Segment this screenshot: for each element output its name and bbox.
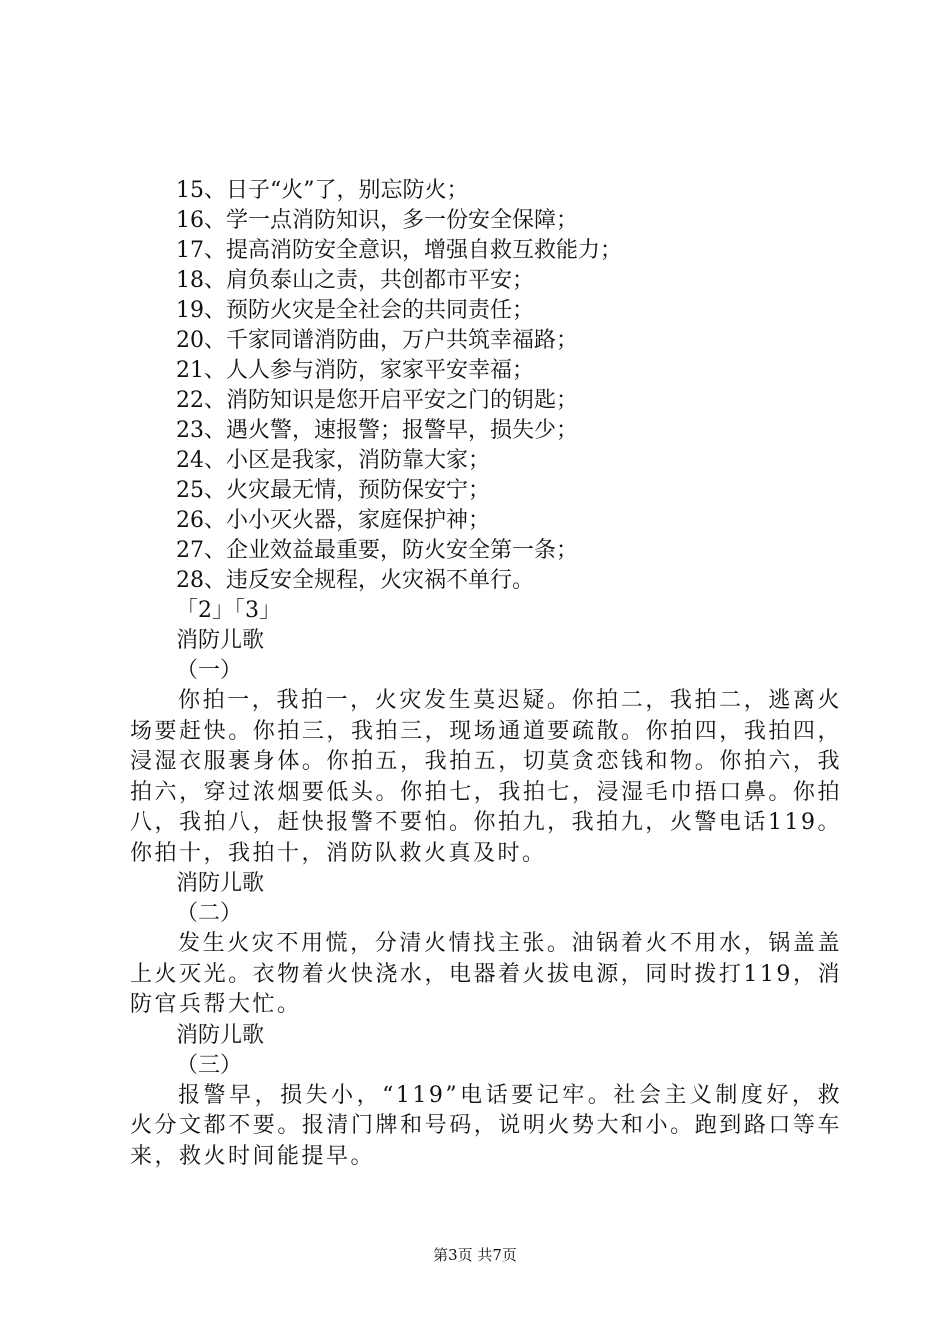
song-body: 发生火灾不用慌，分清火情找主张。油锅着火不用水，锅盖盖上火灭光。衣物着火快浇水，电器着火拔电源，同时拨打119，消防官兵帮大忙。 <box>130 931 842 1017</box>
slogan-line: 18、肩负泰山之责，共创都市平安； <box>176 268 534 293</box>
slogan-line: 17、提高消防安全意识，增强自救互救能力； <box>176 238 622 263</box>
slogan-line: 25、火灾最无情，预防保安宁； <box>176 478 490 503</box>
page-content <box>130 176 842 1172</box>
slogan-line: 28、违反安全规程，火灾祸不单行。 <box>176 568 534 593</box>
slogan-line: 16、学一点消防知识，多一份安全保障； <box>176 208 578 233</box>
song-title: 消防儿歌 <box>176 1022 265 1048</box>
slogan-line: 26、小小灭火器，家庭保护神； <box>176 508 490 533</box>
slogan-line: 22、消防知识是您开启平安之门的钥匙； <box>176 388 578 413</box>
slogan-line: 21、人人参与消防，家家平安幸福； <box>176 358 534 383</box>
slogan-line: 27、企业效益最重要，防火安全第一条； <box>176 538 578 563</box>
slogan-line: 19、预防火灾是全社会的共同责任； <box>176 298 534 323</box>
slogan-line: 15、日子“火”了，别忘防火； <box>176 178 469 203</box>
slogan-line: 24、小区是我家，消防靠大家； <box>176 448 490 473</box>
song-body: 报警早，损失小，“119”电话要记牢。社会主义制度好，救火分文都不要。报清门牌和号码，说明火势大和小。跑到路口等车来，救火时间能提早。 <box>130 1082 842 1169</box>
page-number-footer: 第3页 共7页 <box>433 1246 517 1264</box>
slogan-line: 20、千家同谱消防曲，万户共筑幸福路； <box>176 328 578 353</box>
song-title: 消防儿歌 <box>176 871 265 896</box>
reference-marks: 「2」「3」 <box>176 598 281 623</box>
slogan-line: 23、遇火警，速报警；报警早，损失少； <box>176 418 578 443</box>
song-title: 消防儿歌 <box>176 628 265 653</box>
song-number: （三） <box>176 1052 243 1078</box>
song-body: 你拍一，我拍一，火灾发生莫迟疑。你拍二，我拍二，逃离火场要赶快。你拍三，我拍三，现场通道要疏散。你拍四，我拍四，浸湿衣服裹身体。你拍五，我拍五，切莫贪恋钱和物。你拍六，我拍六，穿过浓烟要低头。你拍七，我拍七，浸湿毛巾捂口鼻。你拍八，我拍八，赶快报警不要怕。你拍九，我拍九，火警电话119。你拍十，我拍十，消防队救火真及时。 <box>130 688 842 866</box>
song-number: （二） <box>176 901 243 926</box>
song-number: （一） <box>176 658 243 683</box>
